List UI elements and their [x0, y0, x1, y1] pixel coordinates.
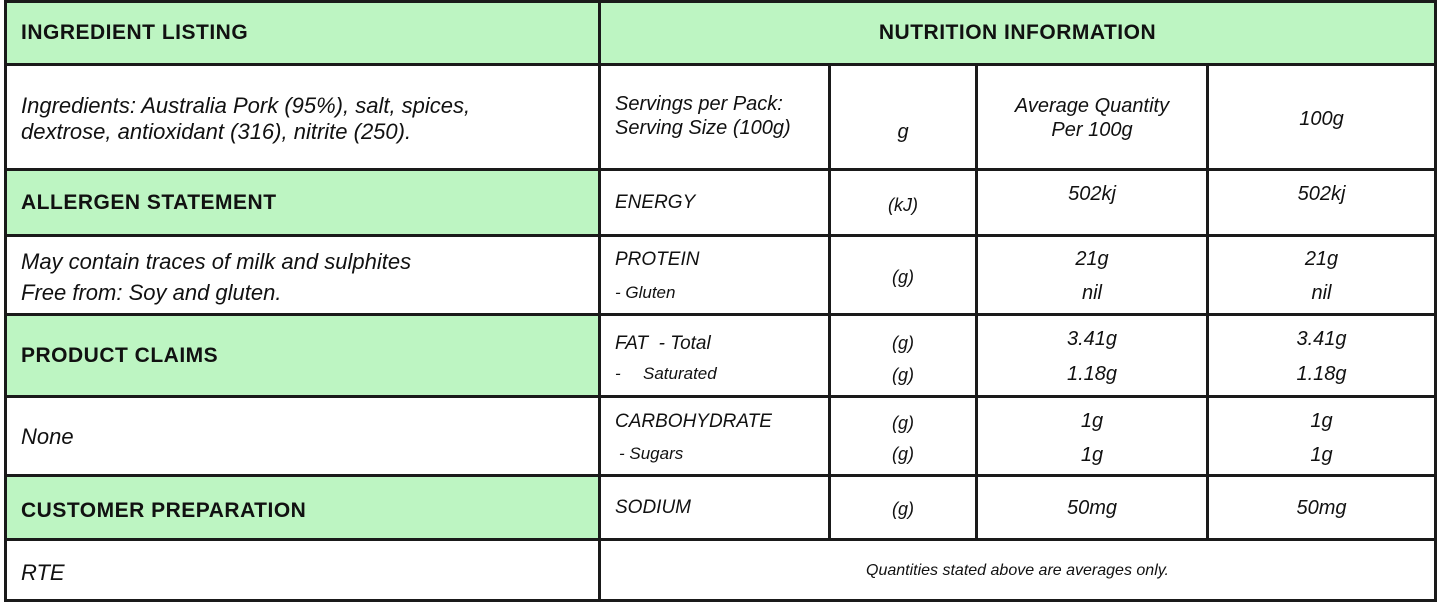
fat-unit: (g)	[892, 333, 914, 353]
protein-label-cell	[598, 234, 831, 316]
energy-unit-cell	[828, 168, 978, 237]
protein-avg: 21g	[1075, 248, 1109, 270]
energy-avg-cell	[975, 168, 1209, 237]
carbohydrate-per: 1g	[1310, 410, 1333, 432]
sugars-avg: 1g	[1080, 444, 1104, 466]
carb-avg-cell	[975, 395, 1209, 477]
gluten-label: - Gluten	[615, 283, 676, 302]
sugars-per: 1g	[1310, 444, 1333, 466]
sugars-unit: (g)	[892, 444, 914, 464]
avg-quantity-header: Average Quantity	[1014, 95, 1170, 117]
unit-header-cell	[828, 63, 978, 171]
carbohydrate-unit: (g)	[892, 413, 914, 433]
ingredient-listing-header: INGREDIENT LISTING	[4, 0, 601, 66]
saturated-dash: -	[615, 364, 621, 383]
fat-per: 3.41g	[1296, 328, 1347, 350]
fat-label-cell	[598, 313, 831, 398]
allergen-line-1: May contain traces of milk and sulphites	[21, 249, 412, 274]
ingredients-line-1: Ingredients: Australia Pork (95%), salt, spices,	[21, 93, 471, 118]
product-claims-value: None	[21, 424, 74, 449]
per-header-cell	[1206, 63, 1437, 171]
fat-per-cell	[1206, 313, 1437, 398]
carb-per-cell	[1206, 395, 1437, 477]
footnote-cell	[598, 538, 1437, 602]
saturated-label: Saturated	[643, 364, 717, 383]
fat-label: FAT - Total	[615, 333, 711, 354]
energy-per-cell	[1206, 168, 1437, 237]
sodium-unit: (g)	[892, 499, 914, 519]
nutrition-information-header: NUTRITION INFORMATION	[598, 0, 1437, 66]
ingredients-cell	[4, 63, 601, 171]
carb-unit-cell	[828, 395, 978, 477]
carbohydrate-avg: 1g	[1080, 410, 1104, 432]
energy-label-cell	[598, 168, 831, 237]
servings-cell	[598, 63, 831, 171]
serving-size: Serving Size (100g)	[615, 117, 791, 139]
per-100g-header: Per 100g	[1051, 119, 1133, 141]
averages-footnote: Quantities stated above are averages only.	[866, 562, 1169, 579]
protein-label: PROTEIN	[615, 249, 700, 270]
protein-unit: (g)	[892, 267, 914, 287]
sodium-per: 50mg	[1296, 497, 1347, 519]
customer-preparation-value: RTE	[21, 560, 65, 585]
sodium-label: SODIUM	[615, 497, 691, 518]
sodium-label-cell	[598, 474, 831, 541]
saturated-avg: 1.18g	[1066, 363, 1118, 385]
fat-unit-cell	[828, 313, 978, 398]
protein-per-cell	[1206, 234, 1437, 316]
unit-header: g	[897, 121, 909, 143]
energy-per: 502kj	[1297, 183, 1346, 205]
sodium-unit-cell	[828, 474, 978, 541]
sodium-per-cell	[1206, 474, 1437, 541]
carbohydrate-label: CARBOHYDRATE	[615, 411, 772, 432]
servings-per-pack: Servings per Pack:	[615, 93, 783, 115]
customer-preparation-cell	[4, 538, 601, 602]
carb-label-cell	[598, 395, 831, 477]
saturated-per: 1.18g	[1296, 363, 1347, 385]
gluten-avg: nil	[1081, 282, 1102, 304]
allergen-cell	[4, 234, 601, 316]
product-specification-sheet	[4, 0, 1437, 602]
ingredients-line-2: dextrose, antioxidant (316), nitrite (250).	[21, 119, 412, 144]
gluten-per: nil	[1311, 282, 1332, 304]
product-claims-cell	[4, 395, 601, 477]
avg-header-cell	[975, 63, 1209, 171]
energy-avg: 502kj	[1068, 183, 1116, 205]
energy-unit: (kJ)	[888, 195, 918, 215]
product-claims-header: PRODUCT CLAIMS	[4, 313, 601, 398]
protein-avg-cell	[975, 234, 1209, 316]
fat-avg-cell	[975, 313, 1209, 398]
protein-per: 21g	[1304, 248, 1339, 270]
sodium-avg-cell	[975, 474, 1209, 541]
allergen-line-2: Free from: Soy and gluten.	[21, 280, 282, 305]
sugars-label: - Sugars	[619, 444, 684, 463]
sodium-avg: 50mg	[1066, 497, 1118, 519]
customer-preparation-header: CUSTOMER PREPARATION	[4, 474, 601, 541]
protein-unit-cell	[828, 234, 978, 316]
allergen-statement-header: ALLERGEN STATEMENT	[4, 168, 601, 237]
fat-avg: 3.41g	[1066, 328, 1118, 350]
per-serving-header: 100g	[1299, 108, 1344, 130]
energy-label: ENERGY	[615, 192, 696, 213]
saturated-unit: (g)	[892, 365, 914, 385]
